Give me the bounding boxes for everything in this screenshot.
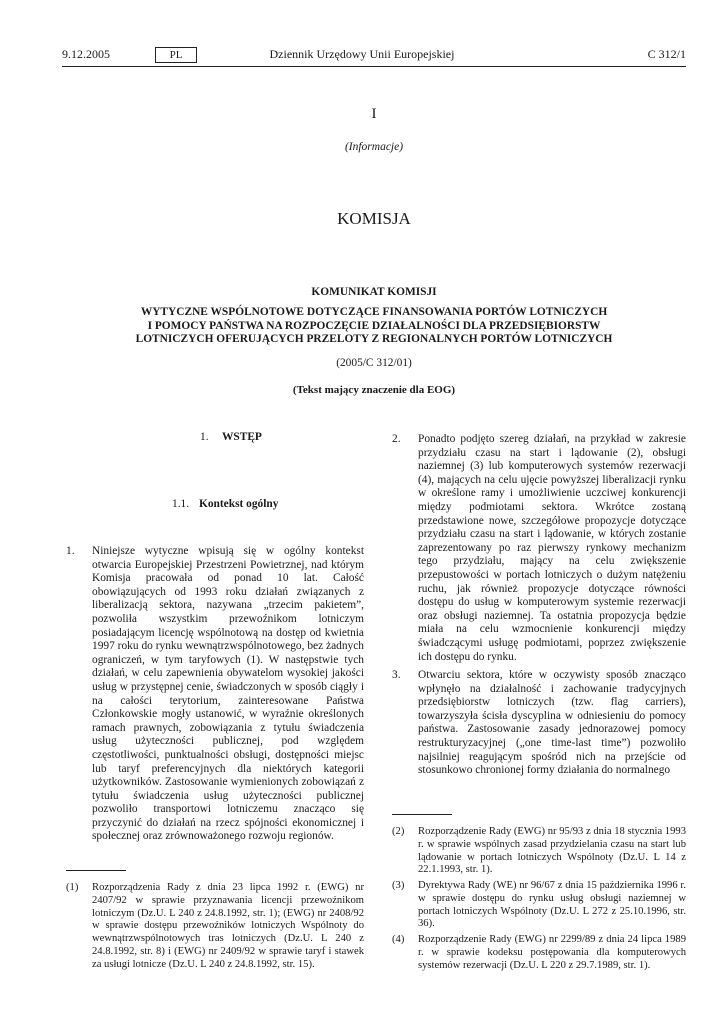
footnote-4: Rozporządzenie Rady (EWG) nr 2299/89 z dnia 24 lipca 1989 r. w sprawie kodeksu postępowania dla komputerowych systemów rezerwacji (Dz.U. L 220 z 29.7.1989, str. 1). [418, 934, 686, 971]
footnote-3-number: (3) [392, 880, 405, 891]
journal-title: Dziennik Urzędowy Unii Europejskiej [269, 47, 455, 61]
heading-1-1-text: Kontekst ogólny [199, 498, 279, 510]
title-line: LOTNICZYCH OFERUJĄCYCH PRZELOTY Z REGIONALNYCH PORTÓW LOTNICZYCH [135, 333, 613, 345]
footnote-4-number: (4) [392, 934, 405, 945]
heading-1-number: 1. [200, 431, 209, 443]
footnote-rule-right [392, 814, 452, 815]
paragraph-1-text: Niniejsze wytyczne wpisują się w ogólny kontekst otwarcia Europejskiej Przestrzeni Powietrznej, nad którym Komisja pracowała od ponad 10 lat. Całość obowiązujących od 1993 roku działań związanych z liberalizacją sektora, nazywana „trzecim pakietem”, pozwoliła wszystkim przewoźnikom lotniczym posiadającym licencję wspólnotową na dostęp od kwietnia 1997 roku do rynku wewnątrzwspólnotowego, bez żadnych ograniczeń, w tym taryfowych (1). W następstwie tych działań, w celu zapewnienia obywatelom wysokiej jakości usług w przystępnej cenie, świadczonych w sposób ciągły i na całości terytorium, zainteresowane Państwa Członkowskie mogły ustanowić, w wyraźnie określonych ramach prawnych, zobowiązania z tytułu świadczenia usług użyteczności publicznej, pod względem częstotliwości, punktualności obsługi, dostępności miejsc lub taryf preferencyjnych dla niektórych kategorii użytkowników. Zastosowanie wymienionych zobowiązań z tytułu świadczenia usług użyteczności publicznej pozwoliło transportowi lotniczemu znacząco się przyczynić do działań na rzecz spójności ekonomicznej i społecznej oraz zrównoważonego rozwoju regionów. [92, 545, 364, 843]
institution-title: KOMISJA [337, 209, 411, 228]
footnote-2-number: (2) [392, 826, 405, 837]
issue-date: 9.12.2005 [62, 47, 110, 61]
document-title [62, 306, 686, 347]
footnote-2: Rozporządzenie Rady (EWG) nr 95/93 z dnia 18 stycznia 1993 r. w sprawie wspólnych zasad przydzielania czasu na start lub lądowanie w portach lotniczych Wspólnoty (Dz.U. L 14 z 22.1.1993, str. 1). [418, 826, 686, 876]
title-line: I POMOCY PAŃSTWA NA ROZPOCZĘCIE DZIAŁALNOŚCI DLA PRZEDSIĘBIORSTW [147, 319, 601, 332]
paragraph-1 [92, 545, 364, 844]
title-line: WYTYCZNE WSPÓLNOTOWE DOTYCZĄCE FINANSOWANIA PORTÓW LOTNICZYCH [140, 306, 608, 318]
footnote-1-number: (1) [66, 882, 79, 893]
paragraph-2-number: 2. [392, 433, 401, 445]
paragraph-3-number: 3. [392, 669, 401, 681]
paragraph-2 [418, 433, 686, 664]
eea-relevance: (Tekst mający znaczenie dla EOG) [292, 384, 456, 396]
footnote-rule-left [66, 870, 126, 871]
footnote-3: Dyrektywa Rady (WE) nr 96/67 z dnia 15 października 1996 r. w sprawie dostępu do rynku usług obsługi naziemnej w portach lotniczych Wspólnoty (Dz.U. L 272 z 25.10.1996, str. 36). [418, 880, 686, 930]
paragraph-2-text: Ponadto podjęto szereg działań, na przykład w zakresie przydziału czasu na start i lądowanie (2), obsługi naziemnej (3) lub komputerowych systemów rezerwacji (4), mających na celu ujęcie powyższej liberalizacji rynku w określone ramy i umożliwienie uczciwej konkurencji między podmiotami sektora. Wkrótce zostaną przedstawione nowe, szczegółowe propozycje dotyczące przydziału czasu na start i lądowanie, w których zostanie zaprezentowany po raz pierwszy rynkowy mechanizm tego przydziału, mający na celu zwiększenie przepustowości w portach lotniczych o dużym natężeniu ruchu, jak również propozycje dotyczące równości dostępu do usług w komputerowym systemie rezerwacji oraz obsługi naziemnej. Ta ostatnia propozycja będzie miała na celu wzmocnienie konkurencji między świadczącymi usługę podmiotami, poprzez zwiększenie ich dostępu do rynku. [418, 433, 686, 663]
heading-1-1-number: 1.1. [172, 498, 190, 510]
language-badge: PL [155, 47, 197, 63]
section-subtitle: (Informacje) [344, 141, 404, 153]
header-rule [62, 66, 686, 67]
paragraph-1-number: 1. [66, 545, 75, 557]
paragraph-3-text: Otwarciu sektora, które w oczywisty sposób znacząco wpłynęło na działalność i zachowanie tradycyjnych przedsiębiorstw lotniczych (tzw. flag carriers), towarzyszyła ścisła dyscyplina w odniesieniu do pomocy państwa. Zastosowanie zasady jednorazowej pomocy restrukturyzacyjnej („one time-last time”) pozwoliło najsilniej reagującym spośród nich na przejście od stosunkowo chronionej formy działania do normalnego [418, 669, 686, 777]
footnote-1: Rozporządzenia Rady z dnia 23 lipca 1992 r. (EWG) nr 2407/92 w sprawie przyznawania licencji przewoźnikom lotniczym (Dz.U. L 240 z 24.8.1992, str. 1); (EWG) nr 2408/92 w sprawie dostępu przewoźników lotniczych Wspólnoty do wewnątrzwspólnotowych tras lotniczych (Dz.U. L 240 z 24.8.1992, str. 8) i (EWG) nr 2409/92 w sprawie taryf i stawek za usługi lotnicze (Dz.U. L 240 z 24.8.1992, str. 15). [92, 882, 364, 970]
heading-1-text: WSTĘP [222, 431, 262, 443]
section-roman: I [371, 106, 377, 122]
document-reference: (2005/C 312/01) [336, 357, 412, 369]
page-reference: C 312/1 [647, 47, 686, 61]
paragraph-3 [418, 669, 686, 778]
document-kind: KOMUNIKAT KOMISJI [311, 286, 437, 298]
